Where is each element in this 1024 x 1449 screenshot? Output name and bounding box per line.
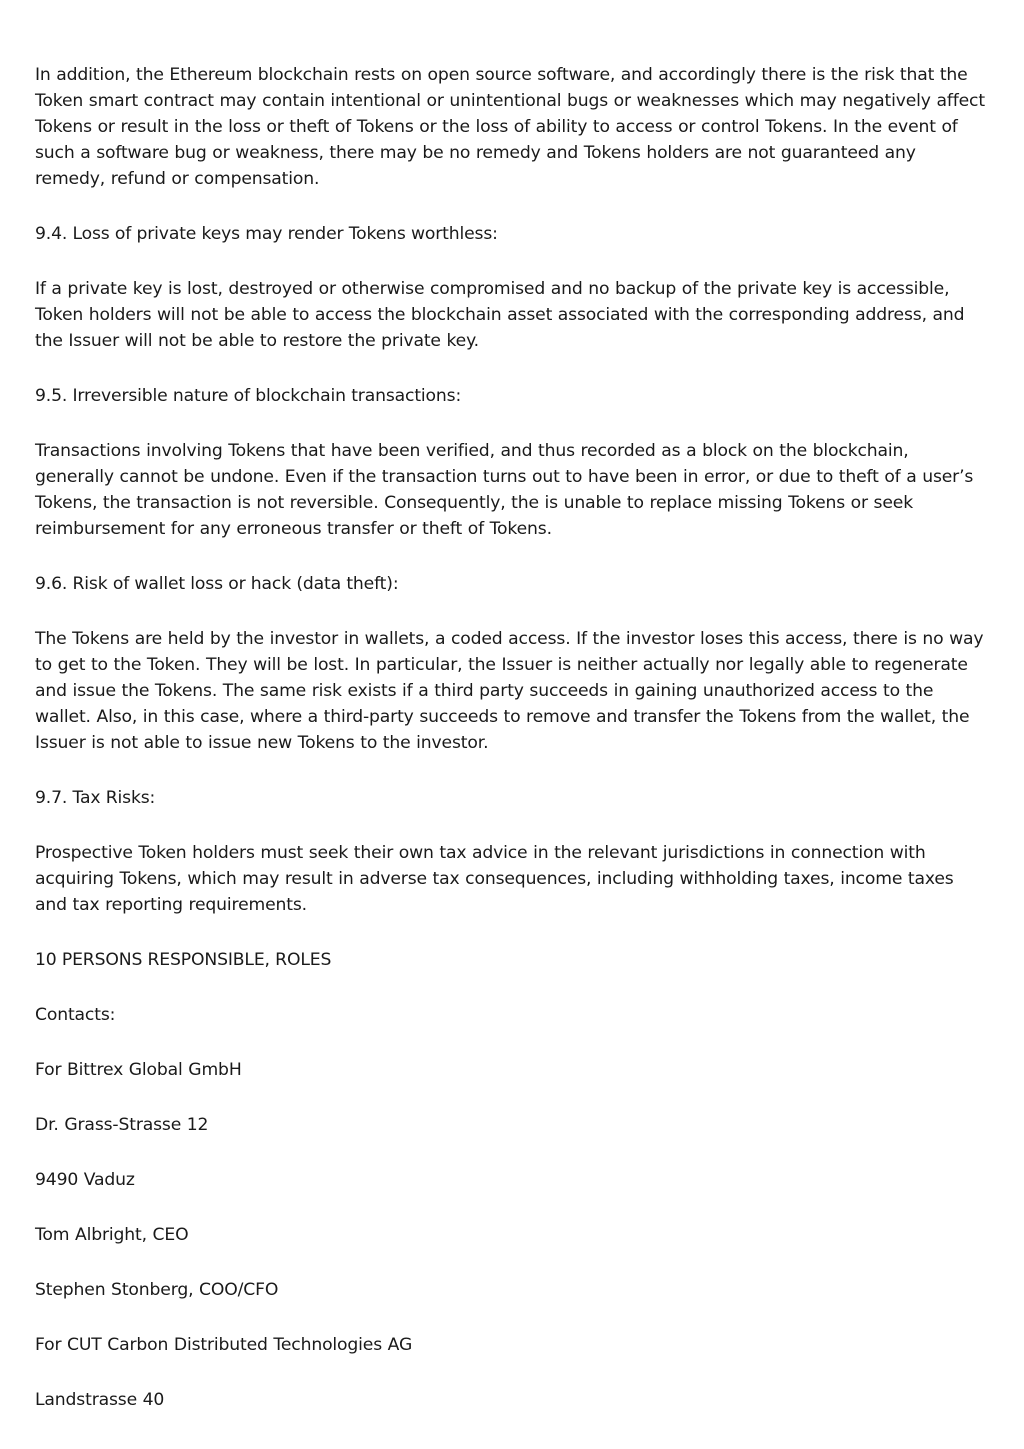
section-heading-9-5: 9.5. Irreversible nature of blockchain transactions: — [35, 386, 462, 406]
paragraph-tax-risks: Prospective Token holders must seek their own tax advice in the relevant jurisdictions in connection with acquiring Tokens, which may result in adverse tax consequences, including withholding taxes, income taxes and tax reporting requirements. — [35, 843, 954, 915]
section-heading-9-4: 9.4. Loss of private keys may render Tokens worthless: — [35, 224, 498, 244]
contacts-label: Contacts: — [35, 1005, 116, 1025]
contact-address-city: 9490 Vaduz — [35, 1170, 135, 1190]
paragraph-wallet-loss: The Tokens are held by the investor in wallets, a coded access. If the investor loses this access, there is no way to get to the Token. They will be lost. In particular, the Issuer is neither actually nor legally able to regenerate and issue the Tokens. The same risk exists if a third party succeeds in gaining unauthorized access to the wallet. Also, in this case, where a third-party succeeds to remove and transfer the Tokens from the wallet, the Issuer is not able to issue new Tokens to the investor. — [35, 629, 984, 753]
contact-address-street: Dr. Grass-Strasse 12 — [35, 1115, 209, 1135]
document-page — [35, 62, 990, 1442]
contact-company-bittrex: For Bittrex Global GmbH — [35, 1060, 242, 1080]
contact-person-coo-cfo: Stephen Stonberg, COO/CFO — [35, 1280, 279, 1300]
contact-person-ceo: Tom Albright, CEO — [35, 1225, 189, 1245]
section-heading-9-6: 9.6. Risk of wallet loss or hack (data theft): — [35, 574, 399, 594]
paragraph-ethereum-software-risk: In addition, the Ethereum blockchain rests on open source software, and accordingly there is the risk that the Token smart contract may contain intentional or unintentional bugs or weaknesses which may negatively affect Tokens or result in the loss or theft of Tokens or the loss of ability to access or control Tokens. In the event of such a software bug or weakness, there may be no remedy and Tokens holders are not guaranteed any remedy, refund or compensation. — [35, 65, 985, 189]
contact-address-landstrasse: Landstrasse 40 — [35, 1390, 165, 1410]
section-heading-10: 10 PERSONS RESPONSIBLE, ROLES — [35, 950, 332, 970]
paragraph-private-keys: If a private key is lost, destroyed or otherwise compromised and no backup of the private key is accessible, Token holders will not be able to access the blockchain asset associated with the corresponding address, and the Issuer will not be able to restore the private key. — [35, 279, 965, 351]
section-heading-9-7: 9.7. Tax Risks: — [35, 788, 156, 808]
contact-company-cut: For CUT Carbon Distributed Technologies AG — [35, 1335, 413, 1355]
paragraph-irreversible-transactions: Transactions involving Tokens that have been verified, and thus recorded as a block on the blockchain, generally cannot be undone. Even if the transaction turns out to have been in error, or due to theft of a user’s Tokens, the transaction is not reversible. Consequently, the is unable to replace missing Tokens or seek reimbursement for any erroneous transfer or theft of Tokens. — [35, 441, 974, 539]
